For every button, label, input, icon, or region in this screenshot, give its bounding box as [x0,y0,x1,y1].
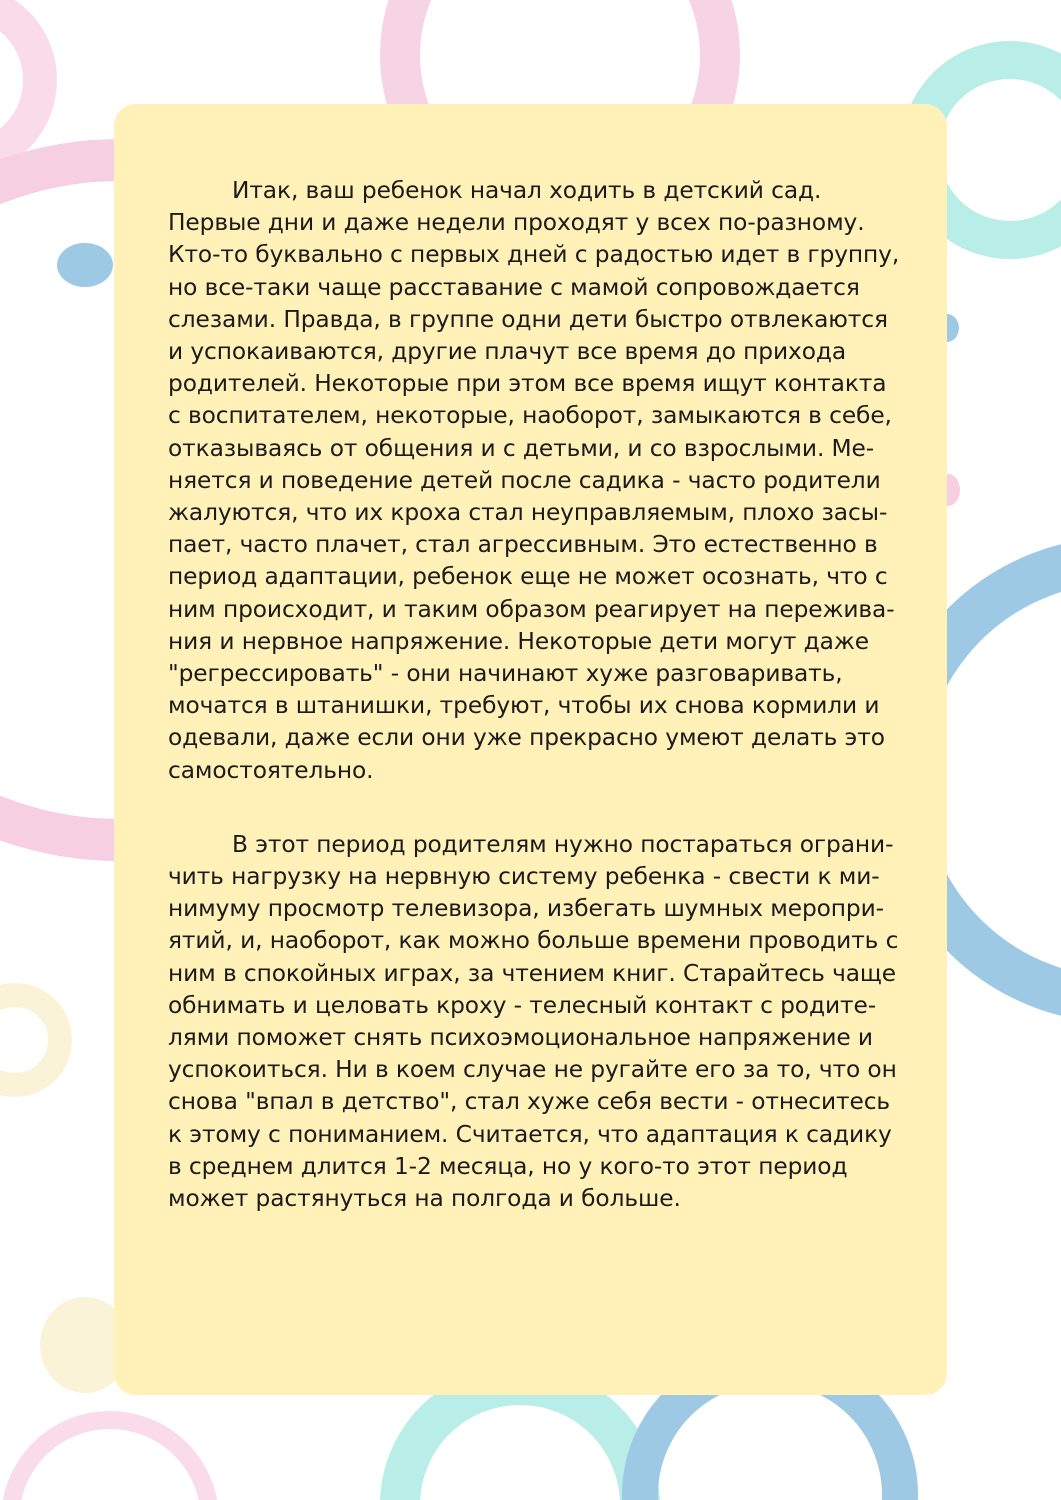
article-text [168,175,900,1215]
text-line: ния и нервное напряжение. Некоторые дети могут даже [168,627,869,655]
text-line: пает, часто плачет, стал агрессивным. Это естественно в [168,531,878,559]
text-line: ятий, и, наоборот, как можно больше времени проводить с [168,927,899,955]
text-line: самостоятельно. [168,756,374,784]
text-line: в среднем длится 1-2 месяца, но у кого-то этот период [168,1152,848,1180]
text-line: няется и поведение детей после садика - часто родители [168,466,881,494]
text-line: обнимать и целовать кроху - телесный контакт с родите- [168,991,877,1019]
text-line: и успокаиваются, другие плачут все время до прихода [168,338,847,366]
text-line: нимуму просмотр телевизора, избегать шумных меропри- [168,895,884,923]
text-line: мочатся в штанишки, требуют, чтобы их снова кормили и [168,692,880,720]
text-line: может растянуться на полгода и больше. [168,1185,681,1213]
blue-blob-left [57,243,113,287]
text-line: снова "впал в детство", стал хуже себя вести - отнеситесь [168,1088,891,1116]
text-line: но все-таки чаще расставание с мамой сопровождается [168,273,860,301]
text-line: Итак, ваш ребенок начал ходить в детский сад. [232,177,822,204]
pink-ring-left-top [0,0,40,160]
text-line: лями поможет снять психоэмоциональное напряжение и [168,1024,873,1052]
article-paragraph-1 [168,175,900,787]
text-line: ним в спокойных играх, за чтением книг. Старайтесь чаще [168,959,897,987]
text-line: отказываясь от общения и с детьми, и со взрослыми. Ме- [168,434,875,462]
text-line: "регрессировать" - они начинают хуже разговаривать, [168,660,843,688]
text-line: Первые дни и даже недели проходят у всех по-разному. [168,209,865,237]
text-line: к этому с пониманием. Считается, что адаптация к садику [168,1120,892,1148]
text-line: Кто-то буквально с первых дней с радостью идет в группу, [168,241,900,269]
paragraph-gap [168,787,896,829]
text-line: чить нагрузку на нервную систему ребенка - свести к ми- [168,863,880,891]
text-line: слезами. Правда, в группе одни дети быстро отвлекаются [168,305,888,333]
article-paragraph-2 [168,829,899,1215]
pink-ring-bottom-left [10,1420,210,1500]
text-line: одевали, даже если они уже прекрасно умеют делать это [168,724,885,752]
cream-ring-left [0,995,60,1085]
aqua-ring-bottom [400,1385,640,1500]
text-line: родителей. Некоторые при этом все время ищут контакта [168,370,887,398]
text-line: с воспитателем, некоторые, наоборот, замыкаются в себе, [168,402,892,430]
text-line: период адаптации, ребенок еще не может осознать, что с [168,563,888,591]
text-line: ним происходит, и таким образом реагирует на пережива- [168,595,895,623]
text-line: В этот период родителям нужно постараться ограни- [232,830,894,858]
text-line: успокоиться. Ни в коем случае не ругайте его за то, что он [168,1056,897,1084]
text-line: жалуются, что их кроха стал неуправляемым, плохо засы- [168,499,888,527]
